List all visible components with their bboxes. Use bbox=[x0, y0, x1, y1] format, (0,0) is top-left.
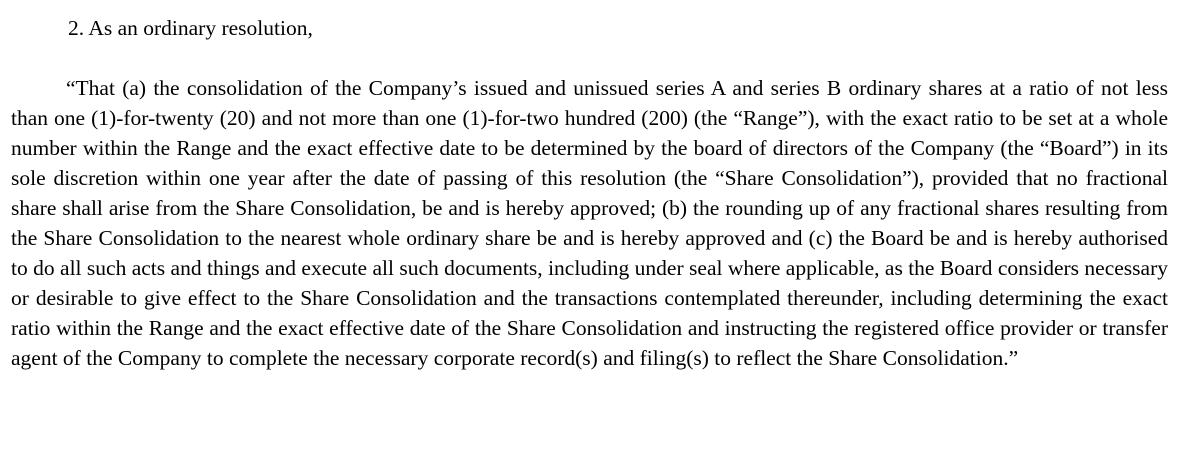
resolution-heading: 2. As an ordinary resolution, bbox=[68, 16, 313, 40]
document-body bbox=[11, 13, 1168, 373]
resolution-paragraph: “That (a) the consolidation of the Company’s issued and unissued series A and series B ordinary shares at a ratio of not less than one (1)-for-twenty (20) and not more than one (1)-for-two hundred (200) (the “Range”), with the exact ratio to be set at a whole number within the Range and the exact effective date to be determined by the board of directors of the Company (the “Board”) in its sole discretion within one year after the date of passing of this resolution (the “Share Consolidation”), provided that no fractional share shall arise from the Share Consolidation, be and is hereby approved; (b) the rounding up of any fractional shares resulting from the Share Consolidation to the nearest whole ordinary share be and is hereby approved and (c) the Board be and is hereby authorised to do all such acts and things and execute all such documents, including under seal where applicable, as the Board considers necessary or desirable to give effect to the Share Consolidation and the transactions contemplated thereunder, including determining the exact ratio within the Range and the exact effective date of the Share Consolidation and instructing the registered office provider or transfer agent of the Company to complete the necessary corporate record(s) and filing(s) to reflect the Share Consolidation.” bbox=[11, 76, 1168, 370]
